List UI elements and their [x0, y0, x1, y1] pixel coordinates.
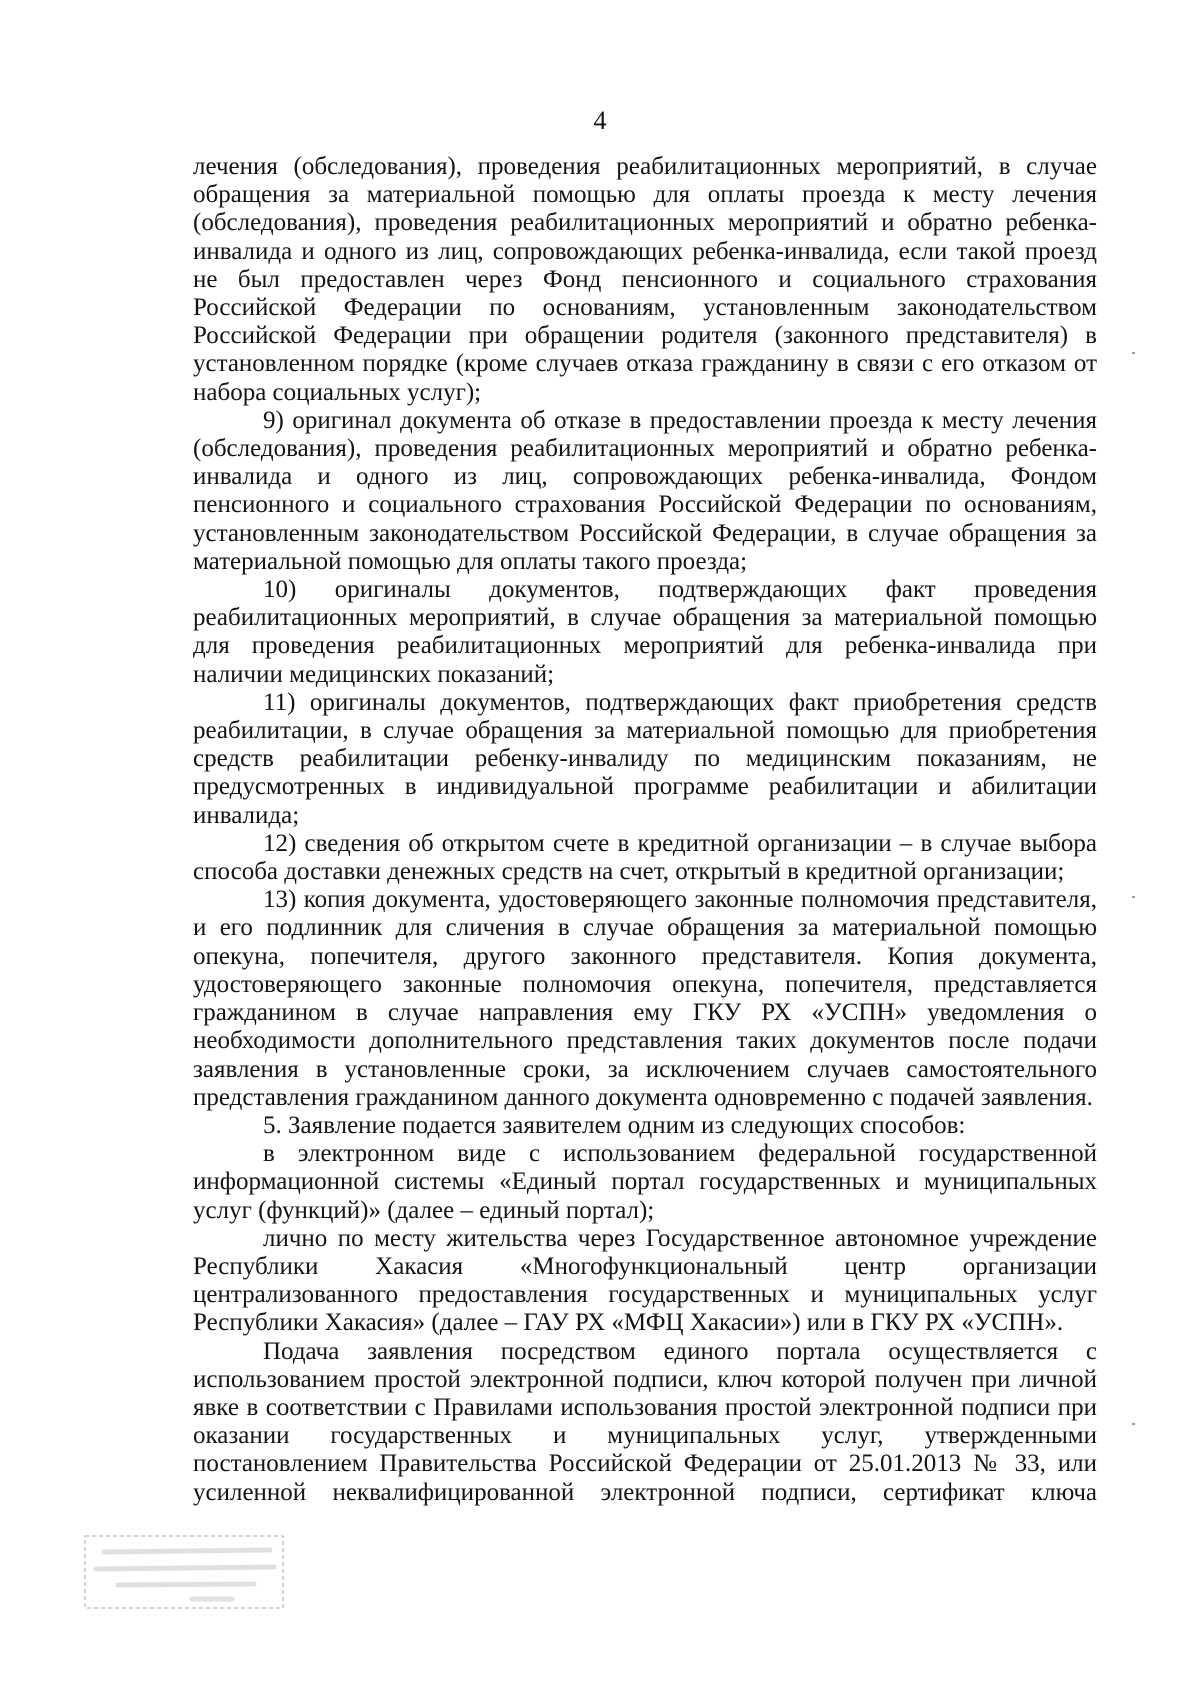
paragraph-in-person-method: лично по месту жительства через Государственное автономное учреждение Республики Хакасия «Многофункциональный центр организации централизованного предоставления государственных и муниципальных услуг Республики Хакасия» (далее – ГАУ РХ «МФЦ Хакасии») или в ГКУ РХ «УСПН».: [193, 1224, 1097, 1337]
scan-artifact-mark: [1132, 1423, 1135, 1425]
paragraph-item-10: 10) оригиналы документов, подтверждающих факт проведения реабилитационных мероприятий, в случае обращения за материальной помощью для проведения реабилитационных мероприятий для ребенка-инвалида при наличии медицинских показаний;: [193, 576, 1097, 688]
paragraph-item-13: 13) копия документа, удостоверяющего законные полномочия представителя, и его подлинник для сличения в случае обращения за материальной помощью опекуна, попечителя, другого законного представителя. Копия документа, удостоверяющего законные полномочия опекуна, попечителя, представляется гражданином в случае направления ему ГКУ РХ «УСПН» уведомления о необходимости дополнительного представления таких документов после подачи заявления в установленные сроки, за исключением случаев самостоятельного представления гражданином данного документа одновременно с подачей заявления.: [193, 886, 1097, 1111]
paragraph-continuation: лечения (обследования), проведения реабилитационных мероприятий, в случае обращения за материальной помощью для оплаты проезда к месту лечения (обследования), проведения реабилитационных мероприятий и обратно ребенка-инвалида и одного из лиц, сопровождающих ребенка-инвалида, если такой проезд не был предоставлен через Фонд пенсионного и социального страхования Российской Федерации по основаниям, установленным законодательством Российской Федерации при обращении родителя (законного представителя) в установленном порядке (кроме случаев отказа гражданину в связи с его отказом от набора социальных услуг);: [193, 153, 1097, 406]
paragraph-item-9: 9) оригинал документа об отказе в предоставлении проезда к месту лечения (обследования), проведения реабилитационных мероприятий и обратно ребенка-инвалида и одного из лиц, сопровождающих ребенка-инвалида, Фондом пенсионного и социального страхования Российской Федерации по основаниям, установленным законодательством Российской Федерации, в случае обращения за материальной помощью для оплаты такого проезда;: [193, 406, 1097, 575]
paragraph-portal-signature: Подача заявления посредством единого портала осуществляется с использованием простой электронной подписи, ключ которой получен при личной явке в соответствии с Правилами использования простой электронной подписи при оказании государственных и муниципальных услуг, утвержденными постановлением Правительства Российской Федерации от 25.01.2013 № 33, или усиленной неквалифицированной электронной подписи, сертификат ключа: [193, 1337, 1097, 1506]
paragraph-electronic-method: в электронном виде с использованием федеральной государственной информационной системы «Единый портал государственных и муниципальных услуг (функций)» (далее – единый портал);: [193, 1140, 1097, 1224]
paragraph-section-5: 5. Заявление подается заявителем одним из следующих способов:: [263, 1111, 966, 1139]
paragraph-item-11: 11) оригиналы документов, подтверждающих факт приобретения средств реабилитации, в случае обращения за материальной помощью для приобретения средств реабилитации ребенку-инвалиду по медицинским показаниям, не предусмотренных в индивидуальной программе реабилитации и абилитации инвалида;: [193, 688, 1097, 829]
scan-artifact-mark: [1132, 352, 1135, 354]
page-number: 4: [593, 106, 607, 135]
scan-artifact-mark: [1132, 896, 1135, 898]
document-body: [193, 153, 1097, 1507]
registration-stamp: [82, 1533, 292, 1615]
paragraph-item-12: 12) сведения об открытом счете в кредитной организации – в случае выбора способа доставки денежных средств на счет, открытый в кредитной организации;: [193, 829, 1097, 886]
